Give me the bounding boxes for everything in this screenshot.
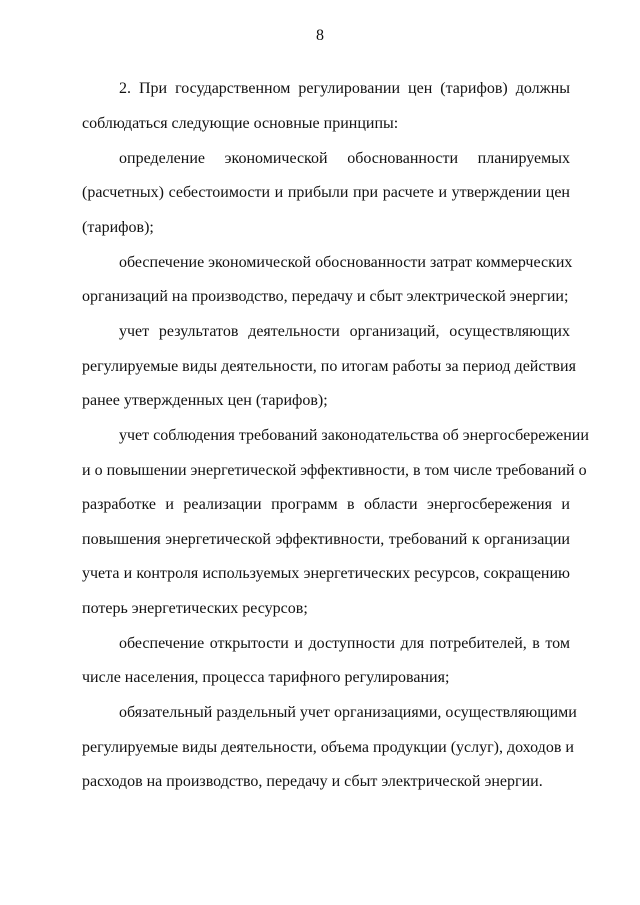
text-line: обеспечение экономической обоснованности затрат коммерческих [119, 253, 573, 271]
paragraph-activity-results [82, 319, 576, 413]
text-line: потерь энергетических ресурсов; [82, 599, 308, 617]
page-number: 8 [316, 27, 324, 44]
text-line: регулируемые виды деятельности, объема продукции (услуг), доходов и [82, 738, 574, 756]
text-line: 2. При государственном регулировании цен (тарифов) должны [119, 80, 570, 97]
paragraph-cost-justification [82, 146, 570, 240]
text-line: учет результатов деятельности организаций, осуществляющих [119, 323, 570, 340]
text-line: организаций на производство, передачу и сбыт электрической энергии; [82, 288, 569, 305]
text-line: ранее утвержденных цен (тарифов); [82, 392, 328, 409]
text-line: числе населения, процесса тарифного регулирования; [82, 669, 450, 686]
paragraph-separate-accounting [82, 700, 577, 794]
text-line: (расчетных) себестоимости и прибыли при расчете и утверждении цен [82, 184, 570, 201]
text-line: разработке и реализации программ в области энергосбережения и [82, 496, 570, 513]
text-line: обеспечение открытости и доступности для потребителей, в том [119, 634, 570, 652]
text-line: расходов на производство, передачу и сбыт электрической энергии. [82, 773, 543, 790]
text-line: определение экономической обоснованности планируемых [119, 149, 570, 167]
text-line: учет соблюдения требований законодательства об энергосбережении [119, 427, 589, 444]
text-line: обязательный раздельный учет организациями, осуществляющими [119, 704, 577, 721]
text-line: соблюдаться следующие основные принципы: [82, 114, 399, 132]
document-body [82, 76, 589, 804]
paragraph-expense-justification [82, 250, 573, 310]
text-line: и о повышении энергетической эффективности, в том числе требований о [82, 461, 587, 479]
paragraph-energy-saving [82, 423, 589, 621]
text-line: регулируемые виды деятельности, по итогам работы за период действия [82, 357, 576, 375]
text-line: учета и контроля используемых энергетических ресурсов, сокращению [82, 565, 570, 582]
text-line: повышения энергетической эффективности, требований к организации [82, 530, 570, 548]
text-line: (тарифов); [82, 218, 154, 236]
paragraph-principles-intro [82, 76, 570, 136]
paragraph-transparency [82, 631, 570, 691]
